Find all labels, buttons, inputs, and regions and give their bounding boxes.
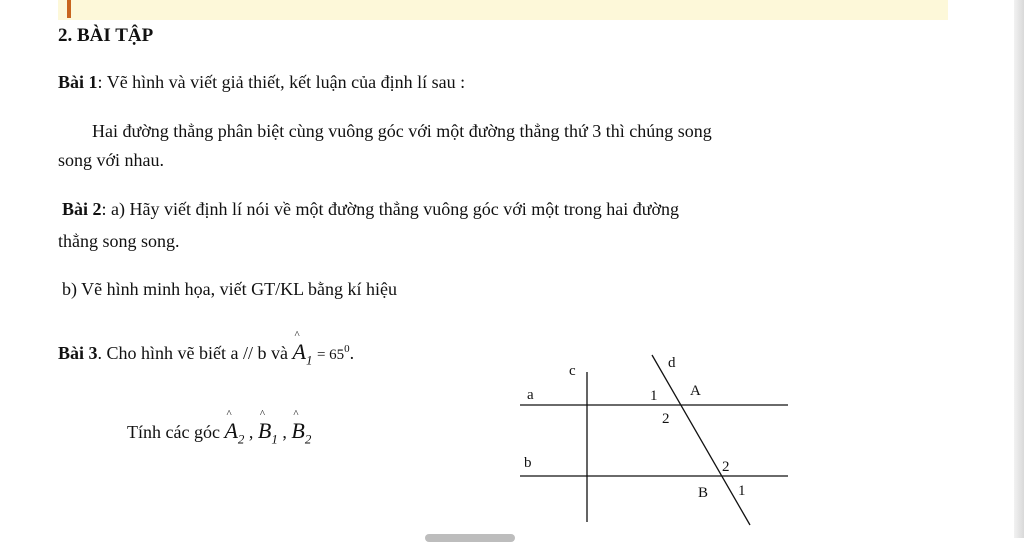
label-A2: 2 xyxy=(662,411,670,427)
page-edge xyxy=(1014,0,1024,538)
bai1-label: Bài 1 xyxy=(58,72,98,92)
ask-angle-letter: A xyxy=(224,418,238,443)
ask-angle-separator: , xyxy=(277,422,292,442)
ask-angle xyxy=(258,420,278,445)
bai3-text: . Cho hình vẽ biết a // b và xyxy=(97,343,293,363)
label-B: B xyxy=(698,485,709,501)
bai2-text-b: b) Vẽ hình minh họa, viết GT/KL bằng kí hiệu xyxy=(62,279,397,299)
ask-angle-sub: 1 xyxy=(271,431,278,447)
ask-angle-sub: 2 xyxy=(237,431,245,447)
bai1-line xyxy=(58,73,465,91)
bai1-text: : Vẽ hình và viết giả thiết, kết luận của định lí sau : xyxy=(97,72,466,92)
ask-text: Tính các góc xyxy=(127,422,225,442)
bai3-ask-line xyxy=(127,420,311,445)
label-B1: 1 xyxy=(738,483,746,499)
ask-angle-letter: B xyxy=(291,418,305,443)
top-orange-mark xyxy=(67,0,71,18)
bai1-theorem-line2: song với nhau. xyxy=(58,150,165,170)
bai3-line xyxy=(58,341,354,366)
label-d: d xyxy=(668,355,676,371)
given-unit: 0 xyxy=(344,343,350,355)
label-A1: 1 xyxy=(650,388,658,404)
bai2-label: Bài 2 xyxy=(62,199,102,219)
geometry-figure xyxy=(510,350,800,530)
label-c: c xyxy=(569,363,576,379)
ask-angle-letter: B xyxy=(257,418,272,443)
ask-angles xyxy=(224,418,312,447)
given-end: . xyxy=(349,343,355,363)
given-angle-letter: A xyxy=(292,339,306,364)
label-B2: 2 xyxy=(722,459,730,475)
bai2-text-a: : a) Hãy viết định lí nói về một đường thẳng vuông góc với một trong hai đường xyxy=(101,199,680,219)
label-A: A xyxy=(690,383,701,399)
section-heading: 2. BÀI TẬP xyxy=(58,25,154,46)
ask-angle-sub: 2 xyxy=(304,431,312,447)
bai2-line xyxy=(62,200,679,218)
given-value: = 65 xyxy=(316,347,345,363)
label-a: a xyxy=(527,387,534,403)
bai3-label: Bài 3 xyxy=(58,343,98,363)
label-b: b xyxy=(524,455,532,471)
bai2-text-a2: thẳng song song. xyxy=(58,231,180,251)
ask-angle xyxy=(291,420,311,445)
ask-angle-separator: , xyxy=(244,422,258,442)
ask-angle xyxy=(224,420,244,445)
scroll-handle[interactable] xyxy=(425,534,515,542)
given-angle-sub: 1 xyxy=(305,352,313,368)
given-angle xyxy=(292,341,312,366)
bai1-theorem-line1: Hai đường thẳng phân biệt cùng vuông góc với một đường thẳng thứ 3 thì chúng song xyxy=(92,121,712,141)
top-highlight-band xyxy=(58,0,948,20)
